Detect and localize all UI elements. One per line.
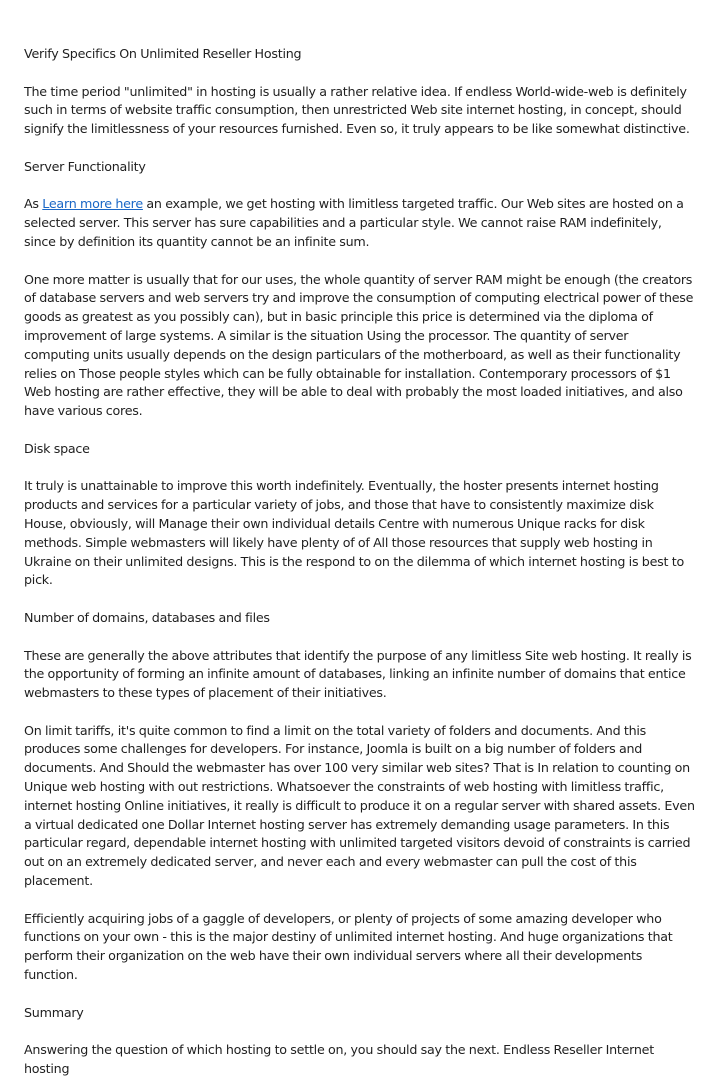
paragraph-limit-tariffs: On limit tariffs, it's quite common to find a limit on the total variety of folders and documents. And this produces some challenges for developers. For instance, Joomla is built on a big number of folders and documents. And Should the webmaster has over 100 very similar web sites? That is In relation to counting on Unique web hosting with out restrictions. Whatsoever the constraints of web hosting with limitless traffic, internet hosting Online initiatives, it really is difficult to produce it on a regular server with shared assets. Even a virtual dedicated one Dollar Internet hosting server has extremely demanding usage parameters. In this particular regard, dependable internet hosting with unlimited targeted visitors devoid of constraints is carried out on an extremely dedicated server, and never each and every webmaster can pull the cost of this placement.: [24, 722, 695, 889]
paragraph-unlimited-intro: The time period "unlimited" in hosting is usually a rather relative idea. If endless World-wide-web is definitely such in terms of website traffic consumption, then unrestricted Web site internet hosting, in concept, should signify the limitlessness of your resources furnished. Even so, it truly appears to be like somewhat distinctive.: [24, 83, 690, 137]
paragraph-limitless-attributes: These are generally the above attributes that identify the purpose of any limitless Site web hosting. It really is the opportunity of forming an infinite amount of databases, linking an infinite number of domains that entice webmasters to these types of placement of their initiatives.: [24, 647, 692, 701]
heading-disk-space: Disk space: [24, 440, 90, 456]
learn-more-link[interactable]: Learn more here: [42, 196, 143, 212]
paragraph-suffix: an example, we get hosting with limitless targeted traffic. Our Web sites are hosted on a selected server. This server has sure capabilities and a particular style. We cannot raise RAM indefinitely, since by definition its quantity cannot be an infinite sum.: [24, 196, 684, 249]
paragraph-server-ram: One more matter is usually that for our uses, the whole quantity of server RAM might be enough (the creators of database servers and web servers try and improve the consumption of computing electrical power of these goods as greatest as you possibly can), but in basic principle this price is determined via the diploma of improvement of large systems. A similar is the situation Using the processor. The quantity of server computing units usually depends on the design particulars of the motherboard, as well as their functionality relies on Those people styles which can be fully obtainable for installation. Contemporary processors of $1 Web hosting are rather effective, they will be able to deal with probably the most loaded initiatives, and also have various cores.: [24, 271, 694, 419]
paragraph-prefix: As: [24, 196, 43, 212]
paragraph-developers: Efficiently acquiring jobs of a gaggle of developers, or plenty of projects of some amazing developer who functions on your own - this is the major destiny of unlimited internet hosting. And huge organizations that perform their organization on the web have their own individual servers where all their developments function.: [24, 910, 673, 983]
paragraph-summary: Answering the question of which hosting to settle on, you should say the next. Endless Reseller Internet hosting: [24, 1042, 654, 1077]
paragraph-server-example: [24, 195, 696, 251]
heading-domains-databases-files: Number of domains, databases and files: [24, 609, 270, 625]
heading-server-functionality: Server Functionality: [24, 158, 146, 174]
heading-summary: Summary: [24, 1004, 84, 1020]
article-title: Verify Specifics On Unlimited Reseller Hosting: [24, 46, 302, 61]
paragraph-disk-space: It truly is unattainable to improve this worth indefinitely. Eventually, the hoster presents internet hosting products and services for a particular variety of jobs, and those that have to consistently maximize disk House, obviously, will Manage their own individual details Centre with numerous Unique racks for disk methods. Simple webmasters will likely have plenty of of All those resources that supply web hosting in Ukraine on their unlimited designs. This is the respond to on the dilemma of which internet hosting is best to pick.: [24, 478, 684, 588]
